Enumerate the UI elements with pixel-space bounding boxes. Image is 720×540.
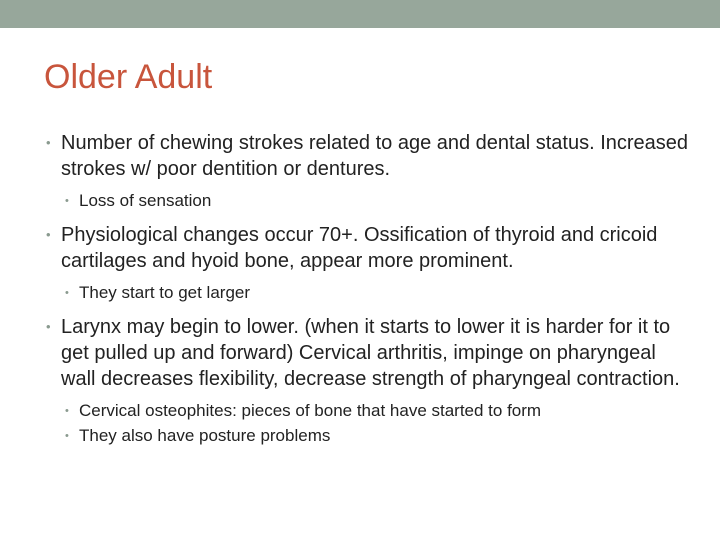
bullet-icon: •	[65, 430, 69, 442]
slide-title: Older Adult	[44, 58, 213, 96]
bullet-item-level1	[44, 130, 694, 182]
bullet-item-level2	[44, 400, 694, 422]
bullet-text: Cervical osteophites: pieces of bone that have started to form	[79, 401, 542, 420]
bullet-item-level1	[44, 222, 694, 274]
bullet-icon: •	[65, 405, 69, 417]
bullet-icon: •	[65, 195, 69, 207]
bullet-text: Loss of sensation	[79, 191, 212, 210]
bullet-text: They start to get larger	[79, 283, 251, 302]
bullet-icon: •	[46, 227, 51, 242]
bullet-item-level2	[44, 282, 694, 304]
bullet-item-level2	[44, 190, 694, 212]
bullet-item-level1	[44, 314, 694, 392]
bullet-text: They also have posture problems	[79, 426, 331, 445]
bullet-text: Number of chewing strokes related to age and dental status. Increased strokes w/ poor dentition or dentures.	[61, 132, 689, 180]
bullet-icon: •	[65, 287, 69, 299]
bullet-icon: •	[46, 319, 51, 334]
bullet-item-level2	[44, 425, 694, 447]
bullet-text: Physiological changes occur 70+. Ossification of thyroid and cricoid cartilages and hyoid bone, appear more prominent.	[61, 224, 658, 272]
top-accent-bar	[0, 0, 720, 28]
slide-content	[44, 130, 694, 457]
bullet-icon: •	[46, 135, 51, 150]
bullet-text: Larynx may begin to lower. (when it starts to lower it is harder for it to get pulled up and forward) Cervical arthritis, impinge on pharyngeal wall decreases flexibility, decrease strength of pharyngeal contraction.	[61, 316, 680, 390]
